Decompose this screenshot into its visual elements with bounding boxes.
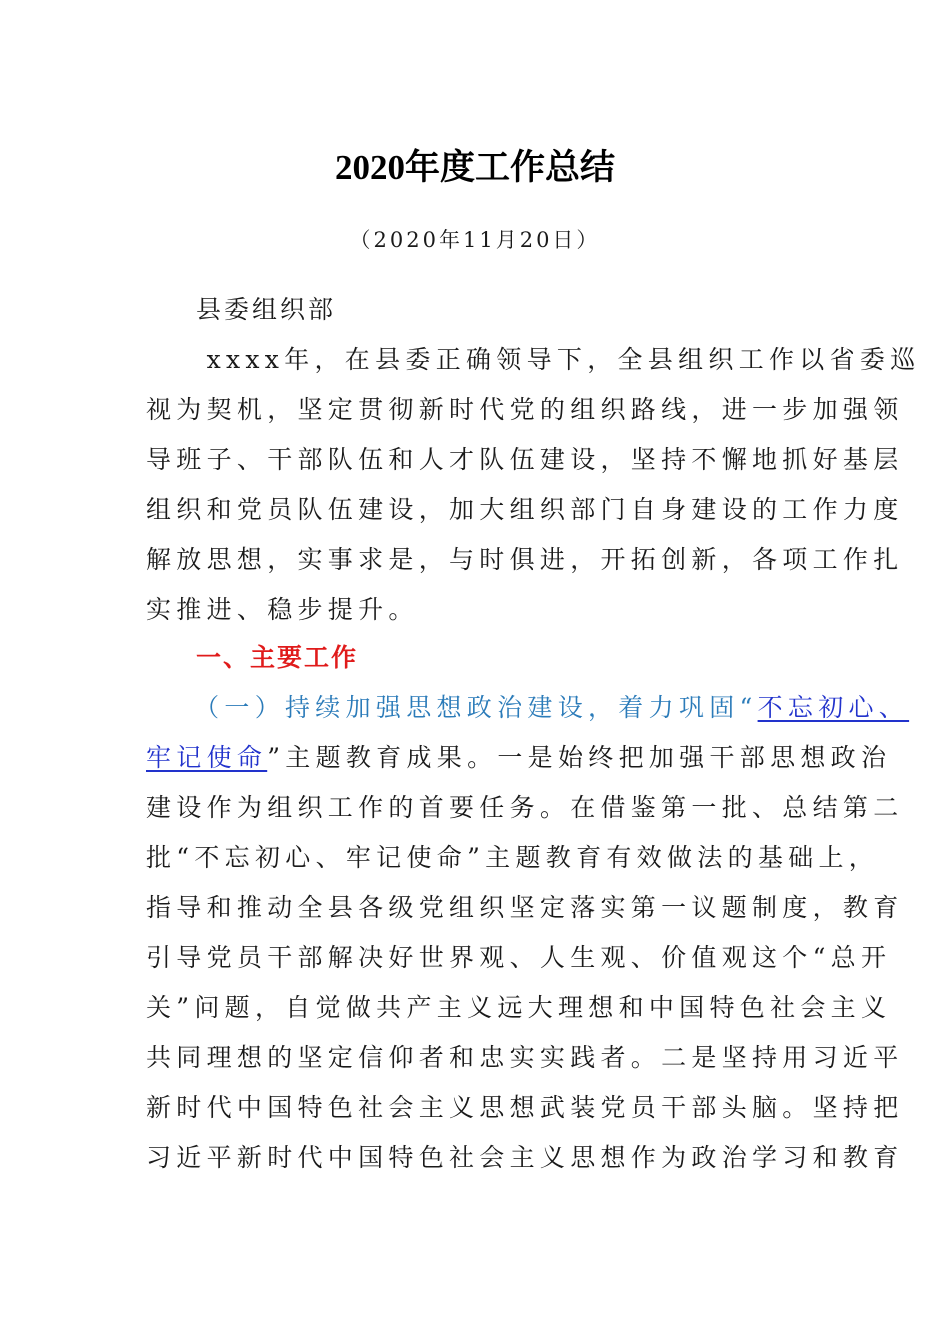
paragraph-line: 引导党员干部解决好世界观、人生观、价值观这个“总开 [146, 943, 892, 972]
subheading-line [146, 683, 910, 733]
subsection-heading: （一）持续加强思想政治建设，着力巩固“ [146, 693, 758, 722]
paragraph-line: 实推进、稳步提升。 [146, 595, 419, 624]
organization-name: 县委组织部 [196, 295, 337, 324]
section-heading: 一、主要工作 [196, 643, 359, 672]
paragraph-line: 建设作为组织工作的首要任务。在借鉴第一批、总结第二 [146, 793, 904, 822]
paragraph-line: 指导和推动全县各级党组织坚定落实第一议题制度，教育 [146, 893, 904, 922]
paragraph-line: 新时代中国特色社会主义思想武装党员干部头脑。坚持把 [146, 1093, 904, 1122]
paragraph-line: 组织和党员队伍建设，加大组织部门自身建设的工作力度 [146, 495, 904, 524]
paragraph-line: 解放思想，实事求是，与时俱进，开拓创新，各项工作扎 [146, 545, 904, 574]
paragraph-line: 关”问题，自觉做共产主义远大理想和中国特色社会主义 [146, 993, 892, 1022]
hyperlink[interactable]: 牢记使命 [146, 743, 268, 772]
intro-paragraph [146, 335, 921, 635]
hyperlink[interactable]: 不忘初心、 [757, 693, 910, 722]
paragraph-line [146, 733, 892, 783]
paragraph-text: ”主题教育成果。一是始终把加强干部思想政治 [267, 743, 892, 772]
paragraph-line: 批“不忘初心、牢记使命”主题教育有效做法的基础上， [146, 843, 880, 872]
paragraph-line: 视为契机，坚定贯彻新时代党的组织路线，进一步加强领 [146, 395, 904, 424]
document-date: （2020年11月20日） [349, 228, 601, 252]
paragraph-line: xxxx年，在县委正确领导下，全县组织工作以省委巡 [146, 345, 921, 374]
paragraph-line: 习近平新时代中国特色社会主义思想作为政治学习和教育 [146, 1143, 904, 1172]
paragraph-line: 导班子、干部队伍和人才队伍建设，坚持不懈地抓好基层 [146, 445, 904, 474]
document-title: 2020年度工作总结 [334, 148, 615, 187]
section-paragraph [146, 683, 910, 1183]
paragraph-line: 共同理想的坚定信仰者和忠实实践者。二是坚持用习近平 [146, 1043, 904, 1072]
